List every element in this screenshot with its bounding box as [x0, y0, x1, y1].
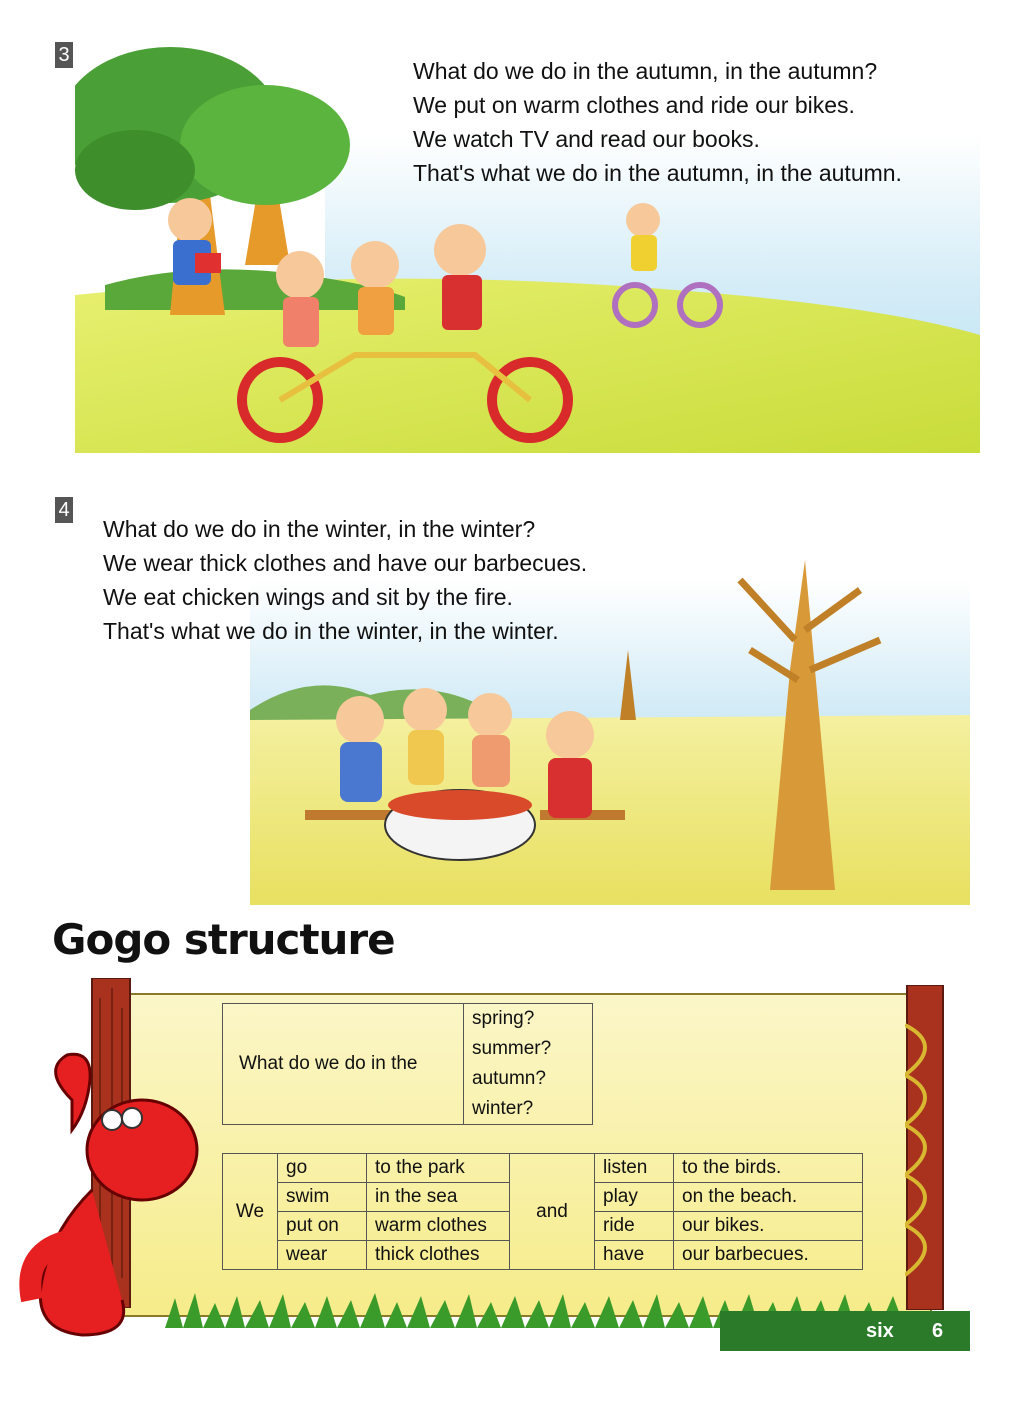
object2-cell: our barbecues.	[674, 1241, 863, 1270]
object1-cell: to the park	[367, 1154, 510, 1183]
autumn-verse	[413, 54, 902, 190]
page-number-word: six	[866, 1320, 894, 1342]
subject-cell: We	[223, 1154, 278, 1270]
season-cell: autumn?	[464, 1064, 593, 1094]
verb1-cell: swim	[278, 1183, 367, 1212]
page-heading: Gogo structure	[52, 915, 395, 964]
object1-cell: in the sea	[367, 1183, 510, 1212]
verb1-cell: put on	[278, 1212, 367, 1241]
verb1-cell: go	[278, 1154, 367, 1183]
winter-verse	[103, 512, 587, 648]
verb2-cell: listen	[595, 1154, 674, 1183]
season-cell: spring?	[464, 1004, 593, 1035]
connector-cell: and	[510, 1154, 595, 1270]
verb2-cell: ride	[595, 1212, 674, 1241]
right-post-illustration	[905, 985, 945, 1310]
season-cell: winter?	[464, 1094, 593, 1125]
verb2-cell: have	[595, 1241, 674, 1270]
section-4-number: 4	[55, 497, 73, 523]
page-number-bar	[720, 1311, 970, 1351]
section-3-number: 3	[55, 42, 73, 68]
verse-line: What do we do in the winter, in the winter?	[103, 516, 536, 542]
verb2-cell: play	[595, 1183, 674, 1212]
verb1-cell: wear	[278, 1241, 367, 1270]
verse-line: What do we do in the autumn, in the autumn?	[413, 58, 878, 84]
object2-cell: to the birds.	[674, 1154, 863, 1183]
object1-cell: thick clothes	[367, 1241, 510, 1270]
question-prefix-cell: What do we do in the	[223, 1004, 464, 1125]
object1-cell: warm clothes	[367, 1212, 510, 1241]
verse-line: We eat chicken wings and sit by the fire.	[103, 584, 513, 610]
verse-line: We wear thick clothes and have our barbecues.	[103, 550, 588, 576]
page-number: 6	[932, 1320, 944, 1342]
season-cell: summer?	[464, 1034, 593, 1064]
question-structure-table	[222, 1003, 593, 1125]
object2-cell: on the beach.	[674, 1183, 863, 1212]
verse-line: We put on warm clothes and ride our bikes.	[413, 92, 855, 118]
object2-cell: our bikes.	[674, 1212, 863, 1241]
verse-line: That's what we do in the autumn, in the autumn.	[413, 160, 902, 186]
answer-structure-table	[222, 1153, 863, 1270]
verse-line: That's what we do in the winter, in the winter.	[103, 618, 559, 644]
verse-line: We watch TV and read our books.	[413, 126, 760, 152]
